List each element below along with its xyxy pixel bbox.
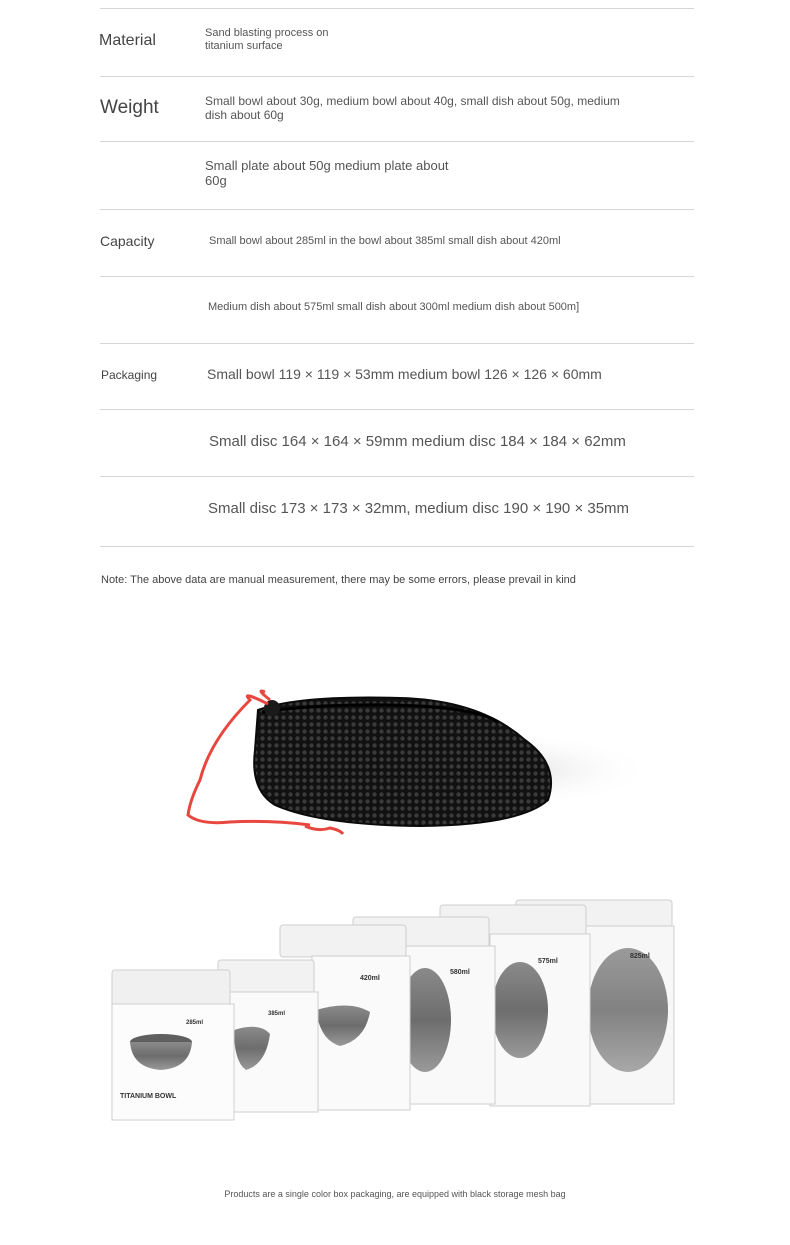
spec-value: Small disc 173 × 173 × 32mm, medium disc 190 × 190 × 35mm [208, 500, 630, 517]
spec-value: Sand blasting process on titanium surface [205, 27, 329, 52]
measurement-note: Note: The above data are manual measurement, there may be some errors, please prevail in kind [101, 574, 576, 586]
box-capacity-label: 285ml [186, 1020, 204, 1026]
box-capacity-label: 420ml [360, 975, 380, 982]
box-capacity-label: 385ml [268, 1011, 286, 1017]
spec-value: Small bowl about 30g, medium bowl about 40g, small dish about 50g, medium dish about 60g [205, 94, 620, 122]
box-title-label: TITANIUM BOWL [120, 1093, 177, 1100]
spec-label: Packaging [101, 368, 158, 382]
spec-value: Small bowl about 285ml in the bowl about 385ml small dish about 420ml [209, 235, 561, 247]
spec-label: Weight [100, 97, 159, 118]
spec-label: Material [99, 32, 156, 49]
box-285ml [112, 970, 234, 1120]
spec-value: Small plate about 50g medium plate about 60g [205, 158, 449, 188]
spec-value: Small disc 164 × 164 × 59mm medium disc 184 × 184 × 62mm [209, 433, 626, 450]
mesh-bag-image [188, 691, 655, 834]
spec-value: Small bowl 119 × 119 × 53mm medium bowl 126 × 126 × 60mm [207, 366, 602, 382]
spec-value: Medium dish about 575ml small dish about 300ml medium dish about 500m] [208, 301, 580, 313]
packaging-caption: Products are a single color box packaging, are equipped with black storage mesh bag [224, 1189, 566, 1199]
box-capacity-label: 575ml [538, 958, 558, 965]
box-capacity-label: 580ml [450, 969, 470, 976]
box-capacity-label: 825ml [630, 953, 650, 960]
spec-label: Capacity [100, 233, 155, 249]
